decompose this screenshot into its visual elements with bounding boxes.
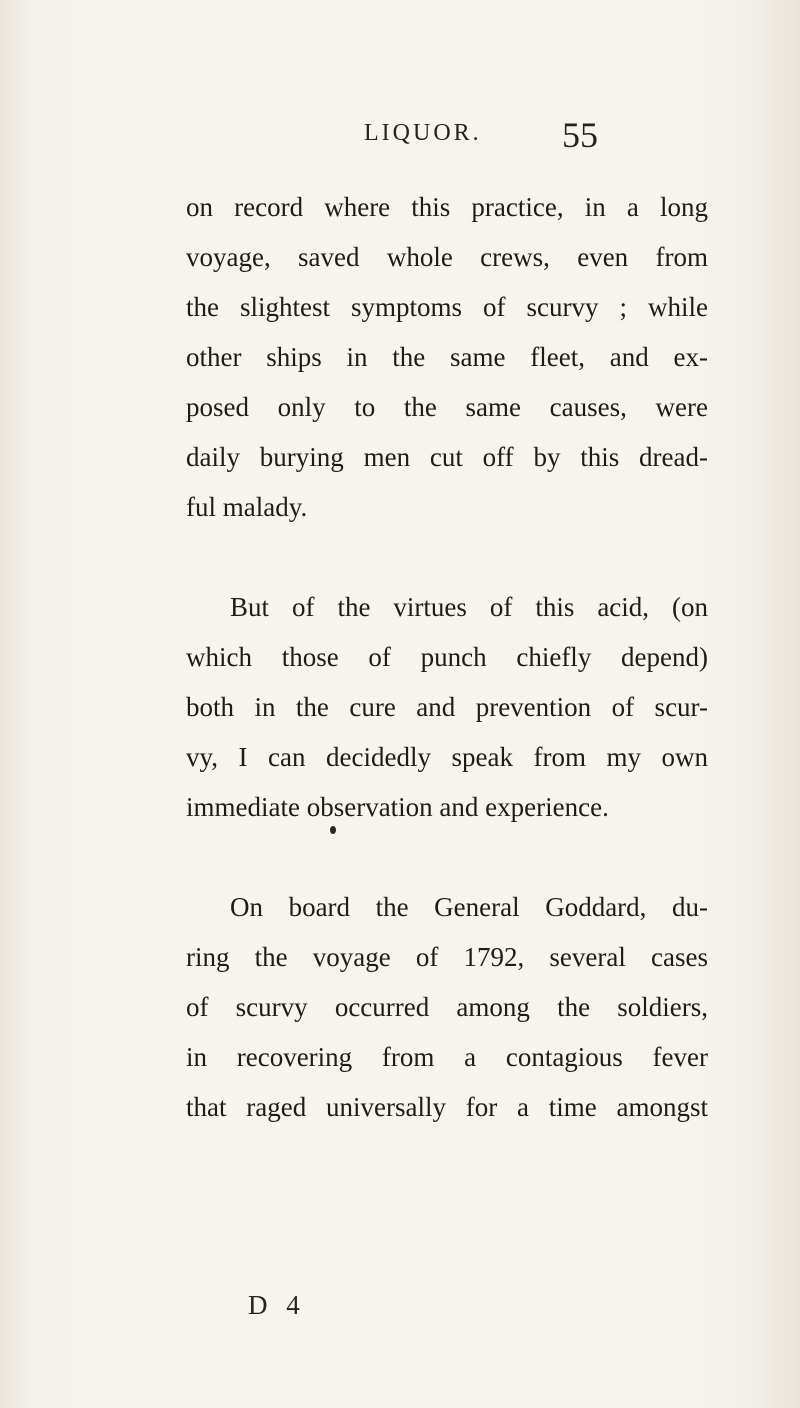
page-number: 55 xyxy=(562,115,598,155)
text-line: ring the voyage of 1792, several cases xyxy=(186,942,708,972)
text-line: ful malady. xyxy=(186,492,308,522)
text-line: both in the cure and prevention of scur- xyxy=(186,692,708,722)
text-line: daily burying men cut off by this dread- xyxy=(186,442,708,472)
text-line: On board the General Goddard, du- xyxy=(230,892,708,922)
paragraph-1 xyxy=(186,182,708,532)
text-line: of scurvy occurred among the soldiers, xyxy=(186,992,708,1022)
paragraph-gap xyxy=(186,832,708,882)
paragraph-3 xyxy=(186,882,708,1132)
text-line: the slightest symptoms of scurvy ; while xyxy=(186,292,708,322)
text-line: in recovering from a contagious fever xyxy=(186,1042,708,1072)
signature-mark: D 4 xyxy=(248,1290,306,1320)
page-header xyxy=(0,115,800,160)
running-head: LIQUOR. xyxy=(364,120,482,146)
ink-speck xyxy=(330,826,336,834)
text-line: immediate observation and experience. xyxy=(186,792,609,822)
body-text xyxy=(186,182,708,1132)
page-footer xyxy=(0,1290,800,1330)
paragraph-gap xyxy=(186,532,708,582)
text-line: other ships in the same fleet, and ex- xyxy=(186,342,708,372)
text-line: posed only to the same causes, were xyxy=(186,392,708,422)
text-line: that raged universally for a time amongst xyxy=(186,1092,708,1122)
paragraph-2 xyxy=(186,582,708,832)
text-line: vy, I can decidedly speak from my own xyxy=(186,742,708,772)
text-line: But of the virtues of this acid, (on xyxy=(230,592,708,622)
text-line: which those of punch chiefly depend) xyxy=(186,642,708,672)
text-line: voyage, saved whole crews, even from xyxy=(186,242,708,272)
text-line: on record where this practice, in a long xyxy=(186,192,708,222)
